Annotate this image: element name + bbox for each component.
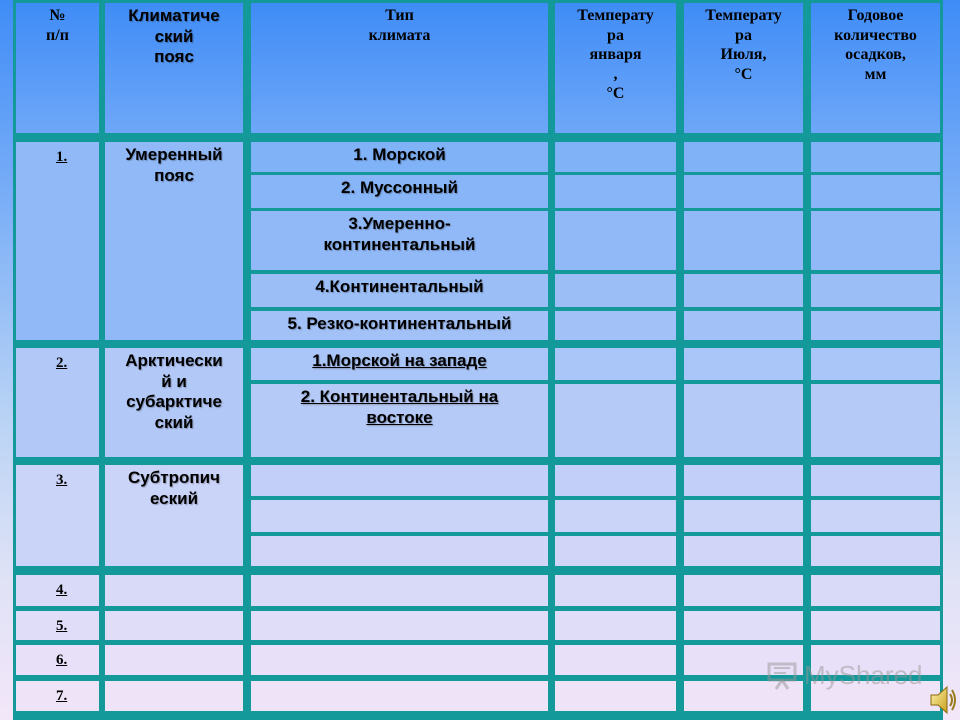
- climate-belt-cell: [105, 465, 243, 566]
- row-number: 5.: [56, 618, 68, 634]
- climate-type-label: [251, 500, 548, 532]
- header-annual-precipitation: Годовое количество осадков, мм: [834, 7, 917, 83]
- value-cell: [684, 611, 803, 640]
- value-cell: [555, 611, 676, 640]
- header-july-temperature: Температу ра Июля, °С: [705, 7, 782, 83]
- header-cell: [251, 3, 548, 133]
- value-cell: [811, 611, 940, 640]
- value-cell: [811, 175, 940, 208]
- value-cell: [555, 681, 676, 711]
- row-number: 6.: [56, 652, 68, 668]
- value-cell: [555, 311, 676, 340]
- value-cell: [684, 536, 803, 566]
- value-cell: [555, 348, 676, 380]
- climate-type-cell: [251, 274, 548, 307]
- climate-type-cell: [251, 575, 548, 606]
- header-january-temperature: Температу ра января , °С: [577, 7, 654, 103]
- climate-type-cell: [251, 211, 548, 270]
- climate-type-cell: [251, 348, 548, 380]
- header-cell: [684, 3, 803, 133]
- value-cell: [811, 500, 940, 532]
- value-cell: [811, 575, 940, 606]
- row-number: 7.: [56, 688, 68, 704]
- climate-type-label: [251, 681, 548, 711]
- value-cell: [555, 142, 676, 172]
- row-number: 2.: [56, 355, 68, 371]
- watermark: [766, 660, 923, 691]
- value-cell: [684, 575, 803, 606]
- value-cell: [555, 274, 676, 307]
- value-cell: [684, 500, 803, 532]
- value-cell: [555, 384, 676, 457]
- climate-type-cell: [251, 465, 548, 496]
- watermark-text: MyShared: [804, 660, 923, 690]
- value-cell: [811, 465, 940, 496]
- climate-type-label: 2. Муссонный: [341, 178, 458, 197]
- climate-type-label: 5. Резко-континентальный: [287, 314, 512, 333]
- climate-type-cell: [251, 384, 548, 457]
- climate-type-label: [251, 611, 548, 640]
- row-number-cell: [16, 611, 99, 640]
- value-cell: [555, 645, 676, 675]
- header-cell: [811, 3, 940, 133]
- value-cell: [811, 211, 940, 270]
- value-cell: [811, 348, 940, 380]
- climate-type-label: [251, 536, 548, 566]
- climate-type-cell: [251, 175, 548, 208]
- row-number: 4.: [56, 582, 68, 598]
- climate-type-cell: [251, 611, 548, 640]
- climate-type-cell: [251, 500, 548, 532]
- row-number-cell: [16, 645, 99, 675]
- header-cell: [555, 3, 676, 133]
- climate-type-cell: [251, 645, 548, 675]
- climate-belt-label: [105, 681, 243, 711]
- climate-type-label: [251, 645, 548, 675]
- row-number-cell: [16, 575, 99, 606]
- climate-belt-cell: [105, 645, 243, 675]
- value-cell: [811, 384, 940, 457]
- header-number: № п/п: [46, 7, 69, 44]
- climate-belt-cell: [105, 681, 243, 711]
- climate-type-cell: [251, 311, 548, 340]
- climate-belt-cell: [105, 348, 243, 457]
- value-cell: [811, 274, 940, 307]
- value-cell: [555, 465, 676, 496]
- climate-type-cell: [251, 681, 548, 711]
- value-cell: [684, 384, 803, 457]
- climate-type-label: [251, 575, 548, 606]
- climate-type-label: 2. Континентальный на востоке: [300, 387, 499, 427]
- value-cell: [555, 211, 676, 270]
- row-number-cell: [16, 465, 99, 566]
- value-cell: [811, 142, 940, 172]
- presentation-icon: [766, 661, 798, 691]
- value-cell: [811, 311, 940, 340]
- climate-type-label: [251, 465, 548, 496]
- climate-belt-label: Арктически й и субарктиче ский: [125, 351, 223, 433]
- row-number: 1.: [56, 149, 68, 165]
- value-cell: [684, 465, 803, 496]
- header-climate-type: Тип климата: [368, 7, 431, 44]
- value-cell: [555, 575, 676, 606]
- header-climate-belt: Климатиче ский пояс: [128, 6, 220, 67]
- value-cell: [684, 211, 803, 270]
- value-cell: [555, 500, 676, 532]
- climate-type-cell: [251, 142, 548, 172]
- climate-belt-label: Умеренный пояс: [125, 145, 223, 185]
- value-cell: [684, 311, 803, 340]
- climate-belt-label: [105, 611, 243, 640]
- value-cell: [684, 274, 803, 307]
- climate-belt-cell: [105, 611, 243, 640]
- climate-type-label: 1.Морской на западе: [312, 351, 487, 370]
- header-cell: [105, 3, 243, 133]
- climate-type-label: 3.Умеренно- континентальный: [323, 214, 476, 254]
- climate-type-cell: [251, 536, 548, 566]
- value-cell: [684, 348, 803, 380]
- value-cell: [684, 142, 803, 172]
- value-cell: [811, 536, 940, 566]
- header-cell: [16, 3, 99, 133]
- row-number: 3.: [56, 472, 68, 488]
- value-cell: [555, 536, 676, 566]
- climate-belt-cell: [105, 575, 243, 606]
- climate-type-label: 4.Континентальный: [315, 277, 484, 296]
- climate-type-label: 1. Морской: [353, 145, 446, 164]
- climate-belt-label: [105, 575, 243, 606]
- row-number-cell: [16, 142, 99, 340]
- row-number-cell: [16, 348, 99, 457]
- climate-belt-label: [105, 645, 243, 675]
- value-cell: [555, 175, 676, 208]
- value-cell: [684, 175, 803, 208]
- climate-belt-label: Субтропич еский: [128, 468, 220, 508]
- row-number-cell: [16, 681, 99, 711]
- climate-belt-cell: [105, 142, 243, 340]
- speaker-icon[interactable]: [928, 683, 958, 717]
